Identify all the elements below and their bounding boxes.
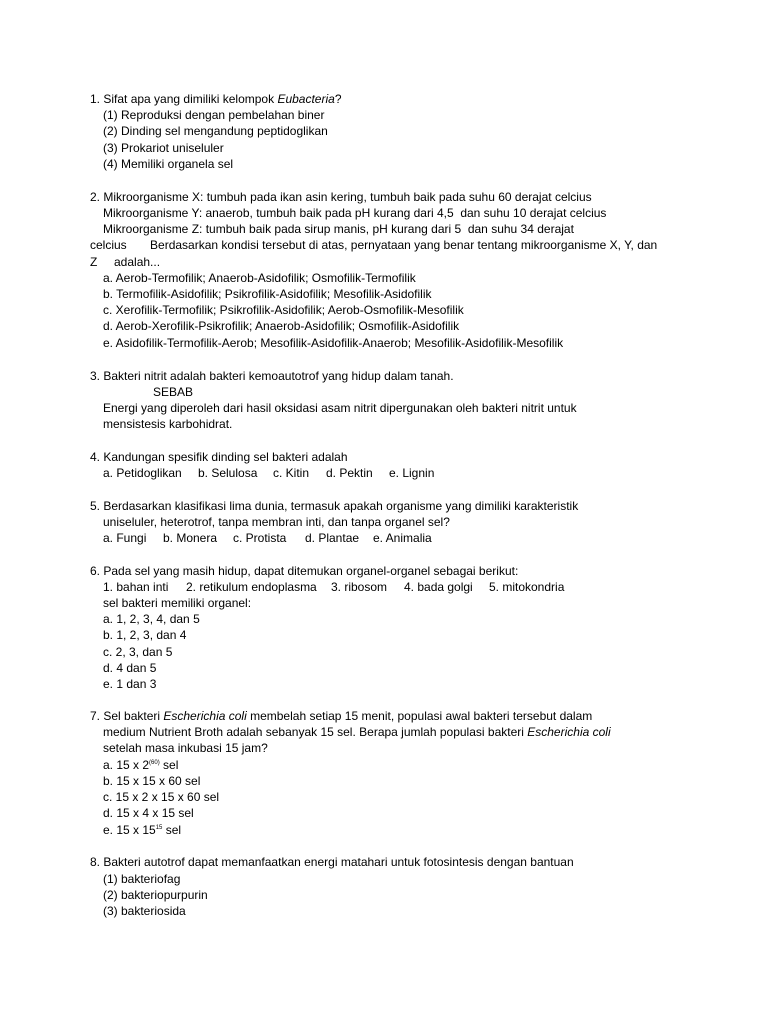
q7-l1-italic: Escherichia coli <box>163 709 247 723</box>
q5-option: a. Fungi <box>103 531 147 545</box>
q6-stem-line: sel bakteri memiliki organel: <box>103 596 252 610</box>
q7-l2-italic: Escherichia coli <box>527 725 611 739</box>
q4-option: c. Kitin <box>273 466 310 480</box>
q5-stem-line: uniseluler, heterotrof, tanpa membran inti, dan tanpa organel sel? <box>103 515 450 529</box>
q3-stem-line: 3. Bakteri nitrit adalah bakteri kemoautotrof yang hidup dalam tanah. <box>90 369 454 383</box>
q1-option: (4) Memiliki organela sel <box>103 157 234 171</box>
q6-option: b. 1, 2, 3, dan 4 <box>103 628 187 642</box>
q7-option-e-unit: sel <box>162 823 182 837</box>
q3-sebab: SEBAB <box>153 385 194 399</box>
q6-organel-item: 4. bada golgi <box>404 580 473 594</box>
q2-stem-line: 2. Mikroorganisme X: tumbuh pada ikan asin kering, tumbuh baik pada suhu 60 derajat celcius <box>90 190 592 204</box>
q2-stem-line: celcius Berdasarkan kondisi tersebut di atas, pernyataan yang benar tentang mikroorganisme X, Y, dan <box>90 238 658 252</box>
q7-option-d: d. 15 x 4 x 15 sel <box>103 806 194 820</box>
q5-option: b. Monera <box>163 531 218 545</box>
q6-option: a. 1, 2, 3, 4, dan 5 <box>103 612 200 626</box>
q2-option: a. Aerob-Termofilik; Anaerob-Asidofilik; Osmofilik-Termofilik <box>103 271 416 285</box>
q3-stem-line: Energi yang diperoleh dari hasil oksidasi asam nitrit dipergunakan oleh bakteri nitrit untuk <box>103 401 577 415</box>
q7-option-b: b. 15 x 15 x 60 sel <box>103 774 201 788</box>
q2-option: d. Aerob-Xerofilik-Psikrofilik; Anaerob-Asidofilik; Osmofilik-Asidofilik <box>103 319 460 333</box>
q6-stem-line: 6. Pada sel yang masih hidup, dapat ditemukan organel-organel sebagai berikut: <box>90 564 519 578</box>
q6-organel-item: 5. mitokondria <box>489 580 565 594</box>
q2-stem-line: Mikroorganisme Z: tumbuh baik pada sirup manis, pH kurang dari 5 dan suhu 34 derajat <box>103 222 574 236</box>
q6-option: d. 4 dan 5 <box>103 661 157 675</box>
q7-option-e-text: e. 15 x 15 <box>103 823 156 837</box>
q1-option: (3) Prokariot uniseluler <box>103 141 224 155</box>
q1-stem-pre: 1. Sifat apa yang dimiliki kelompok <box>90 92 278 106</box>
q3-stem-line: mensistesis karbohidrat. <box>103 417 233 431</box>
q4-option: b. Selulosa <box>198 466 258 480</box>
q2-option: b. Termofilik-Asidofilik; Psikrofilik-Asidofilik; Mesofilik-Asidofilik <box>103 287 432 301</box>
q5-stem-line: 5. Berdasarkan klasifikasi lima dunia, termasuk apakah organisme yang dimiliki karakteristik <box>90 499 579 513</box>
q7-stem-line <box>90 709 592 723</box>
q5-option: e. Animalia <box>373 531 432 545</box>
q2-option: c. Xerofilik-Termofilik; Psikrofilik-Asidofilik; Aerob-Osmofilik-Mesofilik <box>103 303 464 317</box>
q7-option-a-text: a. 15 x 2 <box>103 758 150 772</box>
q7-option-e <box>103 823 181 837</box>
q2-stem-line: Mikroorganisme Y: anaerob, tumbuh baik pada pH kurang dari 4,5 dan suhu 10 derajat celcius <box>103 206 607 220</box>
q7-stem-line <box>103 725 611 739</box>
q6-organel-item: 2. retikulum endoplasma <box>186 580 317 594</box>
q4-option: d. Pektin <box>326 466 373 480</box>
q1-stem-post: ? <box>334 92 342 106</box>
q7-l2-pre: medium Nutrient Broth adalah sebanyak 15 sel. Berapa jumlah populasi bakteri <box>103 725 528 739</box>
q8-option: (3) bakteriosida <box>103 904 186 918</box>
q7-option-a-exponent: (60) <box>149 760 160 766</box>
q7-option-c: c. 15 x 2 x 15 x 60 sel <box>103 790 220 804</box>
q5-option: d. Plantae <box>305 531 360 545</box>
q5-option: c. Protista <box>233 531 287 545</box>
q6-organel-item: 3. ribosom <box>331 580 388 594</box>
q6-organel-item: 1. bahan inti <box>103 580 169 594</box>
q2-stem-line: Z adalah... <box>90 255 161 269</box>
q1-stem-italic: Eubacteria <box>277 92 335 106</box>
q1-option: (2) Dinding sel mengandung peptidoglikan <box>103 124 328 138</box>
q4-stem: 4. Kandungan spesifik dinding sel bakteri adalah <box>90 450 348 464</box>
q7-l1-pre: 7. Sel bakteri <box>90 709 164 723</box>
q7-option-a <box>103 758 178 772</box>
q4-option: e. Lignin <box>389 466 435 480</box>
q1-option: (1) Reproduksi dengan pembelahan biner <box>103 108 325 122</box>
q7-option-a-unit: sel <box>159 758 179 772</box>
q7-l1-post: membelah setiap 15 menit, populasi awal bakteri tersebut dalam <box>246 709 593 723</box>
q4-option: a. Petidoglikan <box>103 466 182 480</box>
q7-stem-line: setelah masa inkubasi 15 jam? <box>103 741 268 755</box>
q6-option: c. 2, 3, dan 5 <box>103 645 173 659</box>
q2-option: e. Asidofilik-Termofilik-Aerob; Mesofilik-Asidofilik-Anaerob; Mesofilik-Asidofilik-Mesofilik <box>103 336 564 350</box>
q6-option: e. 1 dan 3 <box>103 677 157 691</box>
q1-stem <box>90 92 342 106</box>
q7-option-e-exponent: 15 <box>155 825 163 831</box>
q8-option: (1) bakteriofag <box>103 872 181 886</box>
q8-stem: 8. Bakteri autotrof dapat memanfaatkan energi matahari untuk fotosintesis dengan bantuan <box>90 855 574 869</box>
q8-option: (2) bakteriopurpurin <box>103 888 208 902</box>
